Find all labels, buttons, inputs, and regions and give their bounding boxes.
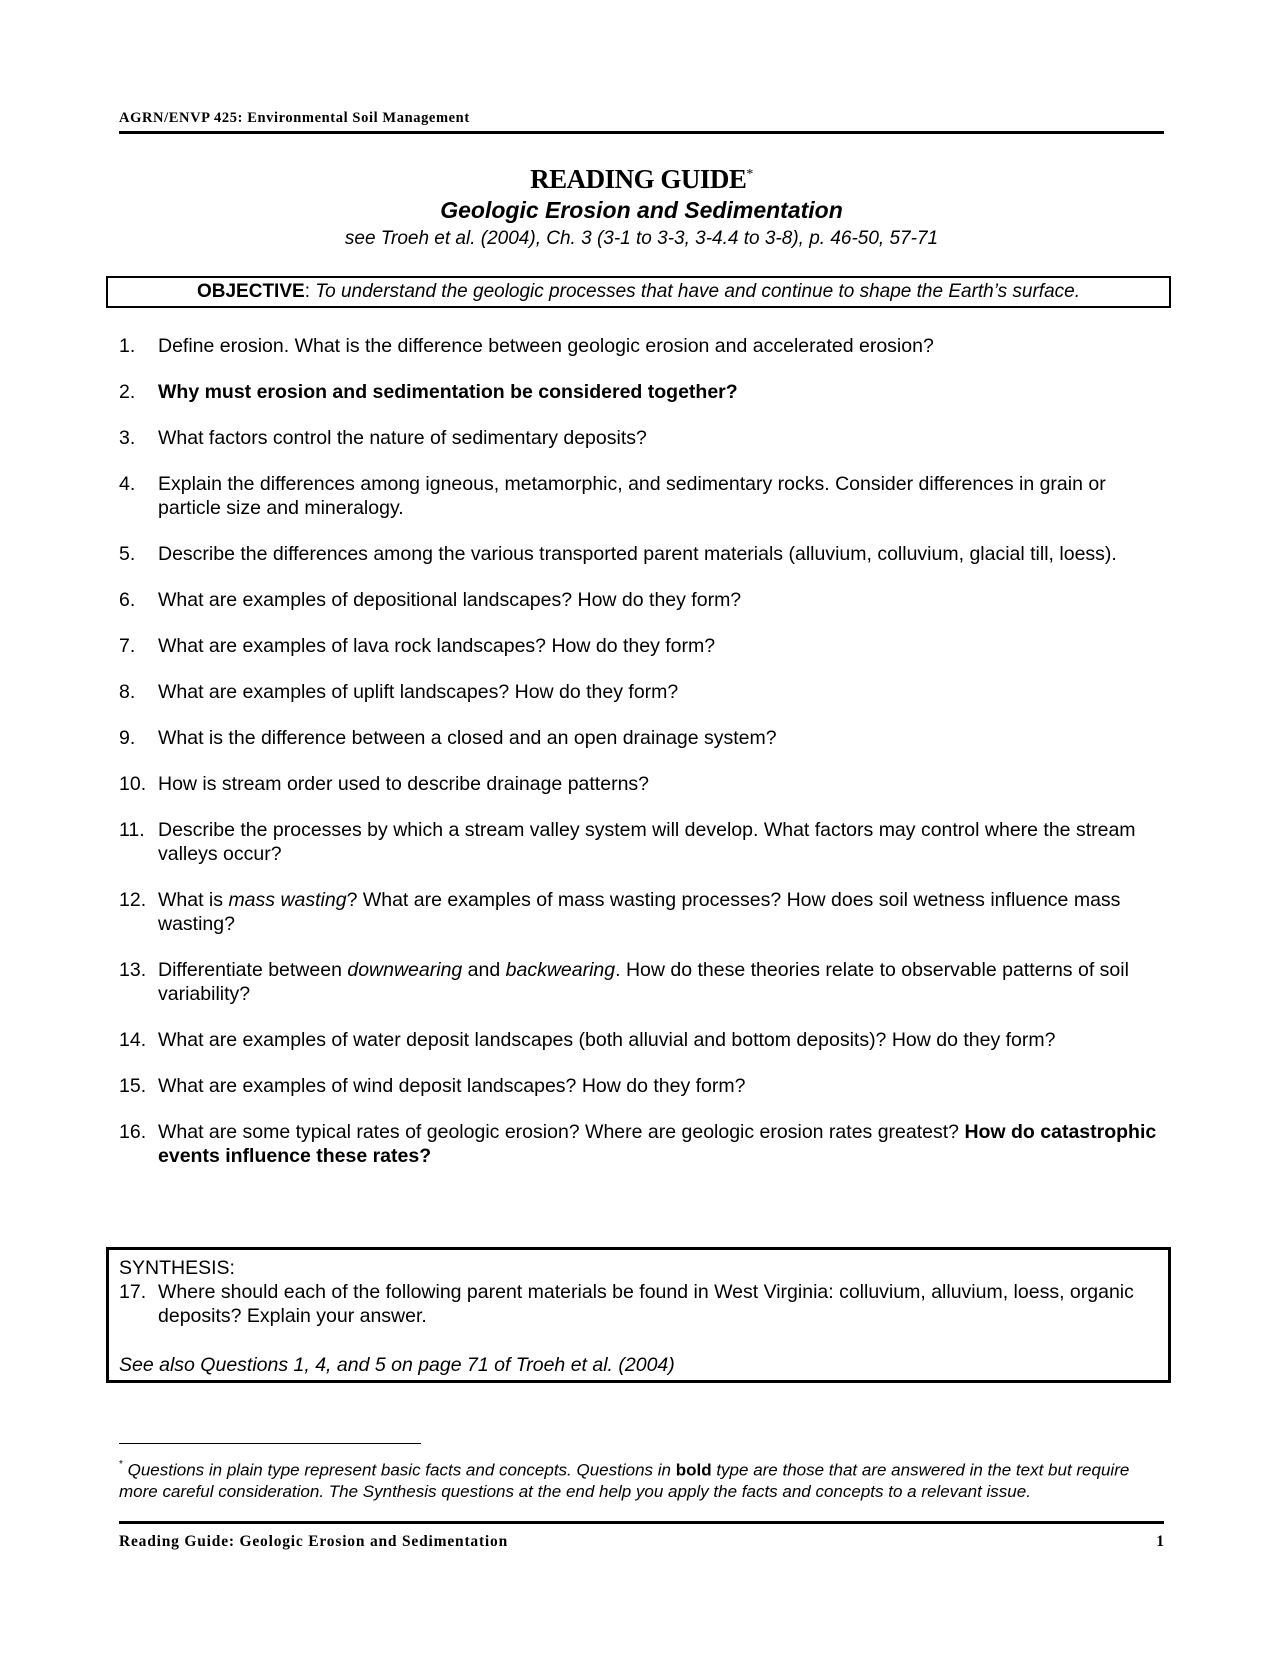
question-number: 16. (119, 1121, 147, 1143)
question-text: What factors control the nature of sedimentary deposits? (158, 427, 647, 449)
question-item (119, 1074, 1164, 1098)
question-text-post: ? What are examples of mass wasting processes? How does soil wetness influence mass wasting? (158, 889, 1121, 935)
question-item (119, 958, 1164, 1006)
question-item (119, 726, 1164, 750)
question-text: Where should each of the following parent materials be found in West Virginia: colluvium, alluvium, loess, organic deposits? Explain your answer. (158, 1281, 1134, 1327)
footnote-text: type are those that are answered in the text but require more careful consideration. The Synthesis questions at the end help you apply the facts and concepts to a relevant issue. (119, 1460, 1130, 1501)
running-footer: Reading Guide: Geologic Erosion and Sedimentation (119, 1533, 508, 1550)
reading-reference: see Troeh et al. (2004), Ch. 3 (3-1 to 3-3, 3-4.4 to 3-8), p. 46-50, 57-71 (344, 228, 939, 249)
question-text: Describe the differences among the various transported parent materials (alluvium, colluvium, glacial till, loess). (158, 543, 1117, 565)
page-number: 1 (1156, 1533, 1164, 1550)
subtitle: Geologic Erosion and Sedimentation (440, 197, 843, 223)
objective-separator: : (304, 281, 316, 302)
footnote-marker: * (119, 1459, 123, 1470)
running-header: AGRN/ENVP 425: Environmental Soil Management (119, 110, 470, 126)
synthesis-box (106, 1247, 1171, 1383)
question-number: 12. (119, 889, 147, 911)
question-text: What is the difference between a closed and an open drainage system? (158, 727, 777, 749)
question-text: What are examples of water deposit landscapes (both alluvial and bottom deposits)? How do they form? (158, 1029, 1056, 1051)
question-text: What are examples of uplift landscapes? How do they form? (158, 681, 679, 703)
question-number: 2. (119, 381, 136, 403)
objective-label: OBJECTIVE (196, 281, 305, 302)
header-rule (119, 131, 1164, 134)
question-term: mass wasting (228, 889, 347, 911)
question-item (119, 426, 1164, 450)
question-item (119, 1028, 1164, 1052)
question-text: What are examples of depositional landscapes? How do they form? (158, 589, 742, 611)
question-item (119, 818, 1164, 866)
question-item (119, 588, 1164, 612)
question-number: 14. (119, 1029, 147, 1051)
question-number: 3. (119, 427, 136, 449)
question-text: Explain the differences among igneous, metamorphic, and sedimentary rocks. Consider differences in grain or particle size and mineralogy. (158, 473, 1106, 519)
question-item (119, 380, 1164, 404)
question-number: 5. (119, 543, 136, 565)
footnote-text: Questions in plain type represent basic facts and concepts. Questions in (122, 1460, 676, 1480)
question-text: Describe the processes by which a stream valley system will develop. What factors may control where the stream valleys occur? (158, 819, 1136, 865)
objective-text: To understand the geologic processes that have and continue to shape the Earth’s surface. (315, 281, 1080, 302)
question-item (119, 542, 1164, 566)
footer-rule (119, 1521, 1164, 1524)
footnote-bold-word: bold (675, 1460, 712, 1480)
question-text: Define erosion. What is the difference between geologic erosion and accelerated erosion? (158, 335, 934, 357)
question-text: What are examples of wind deposit landscapes? How do they form? (158, 1075, 746, 1097)
question-item (119, 772, 1164, 796)
footnote-marker: * (746, 167, 753, 182)
question-number: 4. (119, 473, 136, 495)
question-item (119, 634, 1164, 658)
page-title (119, 163, 1164, 195)
question-number: 7. (119, 635, 136, 657)
title-block (119, 163, 1164, 251)
question-term: downwearing (347, 959, 463, 981)
footnote (119, 1456, 1164, 1502)
question-number: 11. (119, 819, 145, 841)
question-item (119, 680, 1164, 704)
question-item (119, 888, 1164, 936)
question-item (119, 334, 1164, 358)
question-number: 6. (119, 589, 136, 611)
question-text: What are some typical rates of geologic erosion? Where are geologic erosion rates greatest? (158, 1121, 965, 1143)
synthesis-note: See also Questions 1, 4, and 5 on page 71 of Troeh et al. (2004) (119, 1354, 675, 1376)
question-number: 17. (119, 1281, 147, 1303)
question-number: 8. (119, 681, 136, 703)
footnote-rule (119, 1443, 421, 1444)
objective-box (106, 276, 1171, 308)
question-text-bold: How do catastrophic events influence these rates? (158, 1121, 1157, 1167)
question-text-mid: and (462, 959, 506, 981)
question-item (119, 472, 1164, 520)
question-text-bold: Why must erosion and sedimentation be considered together? (158, 381, 738, 403)
synthesis-question (119, 1280, 1154, 1328)
synthesis-heading: SYNTHESIS: (119, 1257, 235, 1279)
question-number: 13. (119, 959, 147, 981)
question-number: 9. (119, 727, 136, 749)
question-term: backwearing (505, 959, 616, 981)
question-list (119, 334, 1164, 1168)
question-number: 15. (119, 1075, 147, 1097)
title-text: READING GUIDE (530, 164, 747, 194)
question-text-pre: Differentiate between (158, 959, 348, 981)
question-text-pre: What is (158, 889, 229, 911)
question-item (119, 1120, 1164, 1168)
question-text: What are examples of lava rock landscapes? How do they form? (158, 635, 716, 657)
question-number: 1. (119, 335, 136, 357)
question-text-post: . How do these theories relate to observable patterns of soil variability? (158, 959, 1129, 1005)
question-number: 10. (119, 773, 147, 795)
question-text: How is stream order used to describe drainage patterns? (158, 773, 650, 795)
